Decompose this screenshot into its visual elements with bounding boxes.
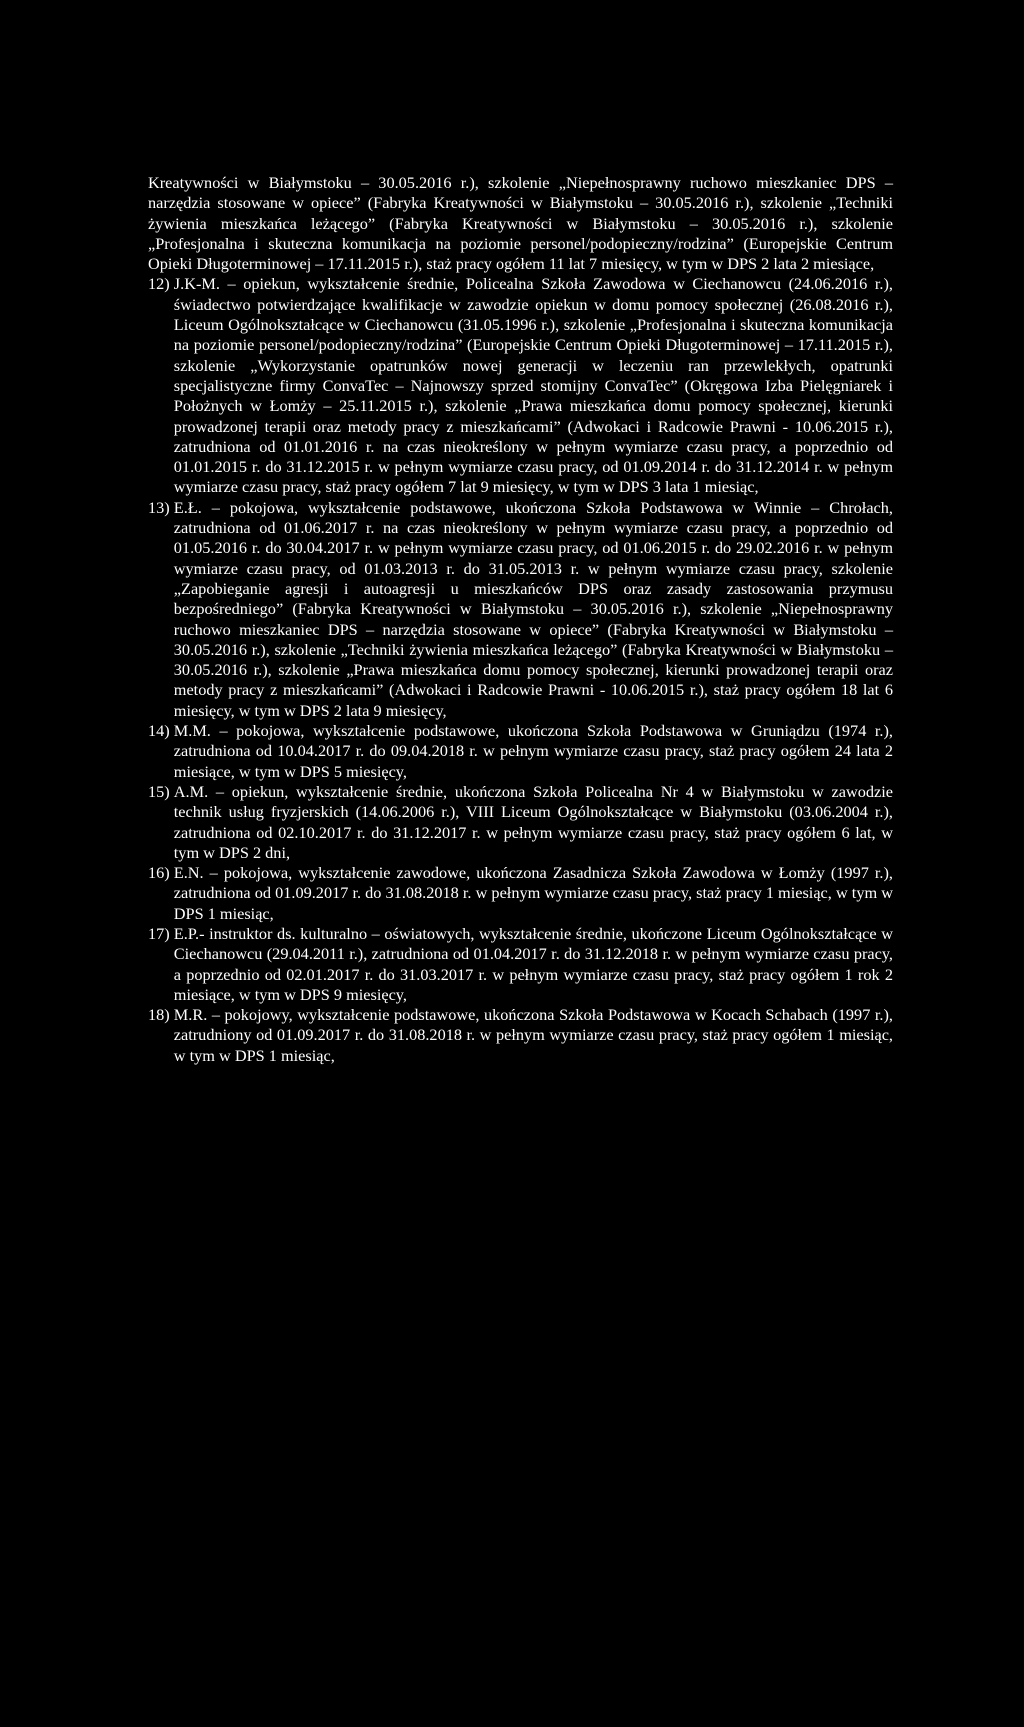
- item-number: 17): [148, 923, 170, 943]
- list-item-12: [148, 274, 893, 497]
- item-number: 18): [148, 1005, 170, 1025]
- item-text: E.P.- instruktor ds. kulturalno – oświatowych, wykształcenie średnie, ukończone Liceum Ogólnokształcące w Ciechanowcu (29.04.2011 r.), zatrudniona od 01.04.2017 r. do 31.12.2018 r. w pełnym wymiarze czasu pracy, a poprzednio od 02.01.2017 r. do 31.03.2017 r. w pełnym wymiarze czasu pracy, staż pracy ogółem 1 rok 2 miesiące, w tym w DPS 9 miesięcy,: [173, 923, 893, 1004]
- item-text: M.M. – pokojowa, wykształcenie podstawowe, ukończona Szkoła Podstawowa w Gruniądzu (1974 r.), zatrudniona od 10.04.2017 r. do 09.04.2018 r. w pełnym wymiarze czasu pracy, staż pracy ogółem 24 lata 2 miesiące, w tym w DPS 5 miesięcy,: [173, 721, 893, 781]
- list-item-15: [148, 782, 893, 863]
- item-text: A.M. – opiekun, wykształcenie średnie, ukończona Szkoła Policealna Nr 4 w Białymstoku w zawodzie technik usług fryzjerskich (14.06.2006 r.), VIII Liceum Ogólnokształcące w Białymstoku (03.06.2004 r.), zatrudniona od 02.10.2017 r. do 31.12.2017 r. w pełnym wymiarze czasu pracy, staż pracy ogółem 6 lat, w tym w DPS 2 dni,: [173, 781, 893, 862]
- list-item-16: [148, 863, 893, 924]
- list-item-13: [148, 498, 893, 721]
- item-number: 15): [148, 781, 170, 801]
- item-text: M.R. – pokojowy, wykształcenie podstawowe, ukończona Szkoła Podstawowa w Kocach Schabach (1997 r.), zatrudniony od 01.09.2017 r. do 31.08.2018 r. w pełnym wymiarze czasu pracy, staż pracy ogółem 1 miesiąc, w tym w DPS 1 miesiąc,: [173, 1005, 893, 1065]
- document-body: [148, 173, 893, 1066]
- item-text: E.Ł. – pokojowa, wykształcenie podstawowe, ukończona Szkoła Podstawowa w Winnie – Chrołach, zatrudniona od 01.06.2017 r. na czas nieokreślony w pełnym wymiarze czasu pracy, a poprzednio od 01.05.2016 r. do 30.04.2017 r. w pełnym wymiarze czasu pracy, od 01.06.2015 r. do 29.02.2016 r. w pełnym wymiarze czasu pracy, od 01.03.2013 r. do 31.05.2013 r. w pełnym wymiarze czasu pracy, szkolenie „Zapobieganie agresji i autoagresji u mieszkańców DPS oraz zasady zastosowania przymusu bezpośredniego” (Fabryka Kreatywności w Białymstoku – 30.05.2016 r.), szkolenie „Niepełnosprawny ruchowo mieszkaniec DPS – narzędzia stosowane w opiece” (Fabryka Kreatywności w Białymstoku – 30.05.2016 r.), szkolenie „Techniki żywienia mieszkańca leżącego” (Fabryka Kreatywności w Białymstoku – 30.05.2016 r.), szkolenie „Prawa mieszkańca domu pomocy społecznej, kierunki prowadzonej terapii oraz metody pracy z mieszkańcami” (Adwokaci i Radcowie Prawni - 10.06.2015 r.), staż pracy ogółem 18 lat 6 miesięcy, w tym w DPS 2 lata 9 miesięcy,: [173, 497, 893, 720]
- item-number: 13): [148, 497, 170, 517]
- list-item-17: [148, 924, 893, 1005]
- item-number: 14): [148, 721, 170, 741]
- item-number: 16): [148, 863, 170, 883]
- continuation-paragraph: Kreatywności w Białymstoku – 30.05.2016 r.), szkolenie „Niepełnosprawny ruchowo mieszkaniec DPS – narzędzia stosowane w opiece” (Fabryka Kreatywności w Białymstoku – 30.05.2016 r.), szkolenie „Techniki żywienia mieszkańca leżącego” (Fabryka Kreatywności w Białymstoku – 30.05.2016 r.), szkolenie „Profesjonalna i skuteczna komunikacja na poziomie personel/podopieczny/rodzina” (Europejskie Centrum Opieki Długoterminowej – 17.11.2015 r.), staż pracy ogółem 11 lat 7 miesięcy, w tym w DPS 2 lata 2 miesiące,: [148, 173, 893, 274]
- list-item-14: [148, 721, 893, 782]
- item-text: E.N. – pokojowa, wykształcenie zawodowe, ukończona Zasadnicza Szkoła Zawodowa w Łomży (1997 r.), zatrudniona od 01.09.2017 r. do 31.08.2018 r. w pełnym wymiarze czasu pracy, staż pracy 1 miesiąc, w tym w DPS 1 miesiąc,: [173, 863, 893, 923]
- list-item-18: [148, 1005, 893, 1066]
- item-number: 12): [148, 274, 170, 294]
- item-text: J.K-M. – opiekun, wykształcenie średnie, Policealna Szkoła Zawodowa w Ciechanowcu (24.06.2016 r.), świadectwo potwierdzające kwalifikacje w zawodzie opiekun w domu pomocy społecznej (26.08.2016 r.), Liceum Ogólnokształcące w Ciechanowcu (31.05.1996 r.), szkolenie „Profesjonalna i skuteczna komunikacja na poziomie personel/podopieczny/rodzina” (Europejskie Centrum Opieki Długoterminowej – 17.11.2015 r.), szkolenie „Wykorzystanie opatrunków nowej generacji w leczeniu ran przewlekłych, opatrunki specjalistyczne firmy ConvaTec – Najnowszy sprzed stomijny ConvaTec” (Okręgowa Izba Pielęgniarek i Położnych w Łomży – 25.11.2015 r.), szkolenie „Prawa mieszkańca domu pomocy społecznej, kierunki prowadzonej terapii oraz metody pracy z mieszkańcami” (Adwokaci i Radcowie Prawni - 10.06.2015 r.), zatrudniona od 01.01.2016 r. na czas nieokreślony w pełnym wymiarze czasu pracy, a poprzednio od 01.01.2015 r. do 31.12.2015 r. w pełnym wymiarze czasu pracy, od 01.09.2014 r. do 31.12.2014 r. w pełnym wymiarze czasu pracy, staż pracy ogółem 7 lat 9 miesięcy, w tym w DPS 3 lata 1 miesiąc,: [173, 274, 893, 497]
